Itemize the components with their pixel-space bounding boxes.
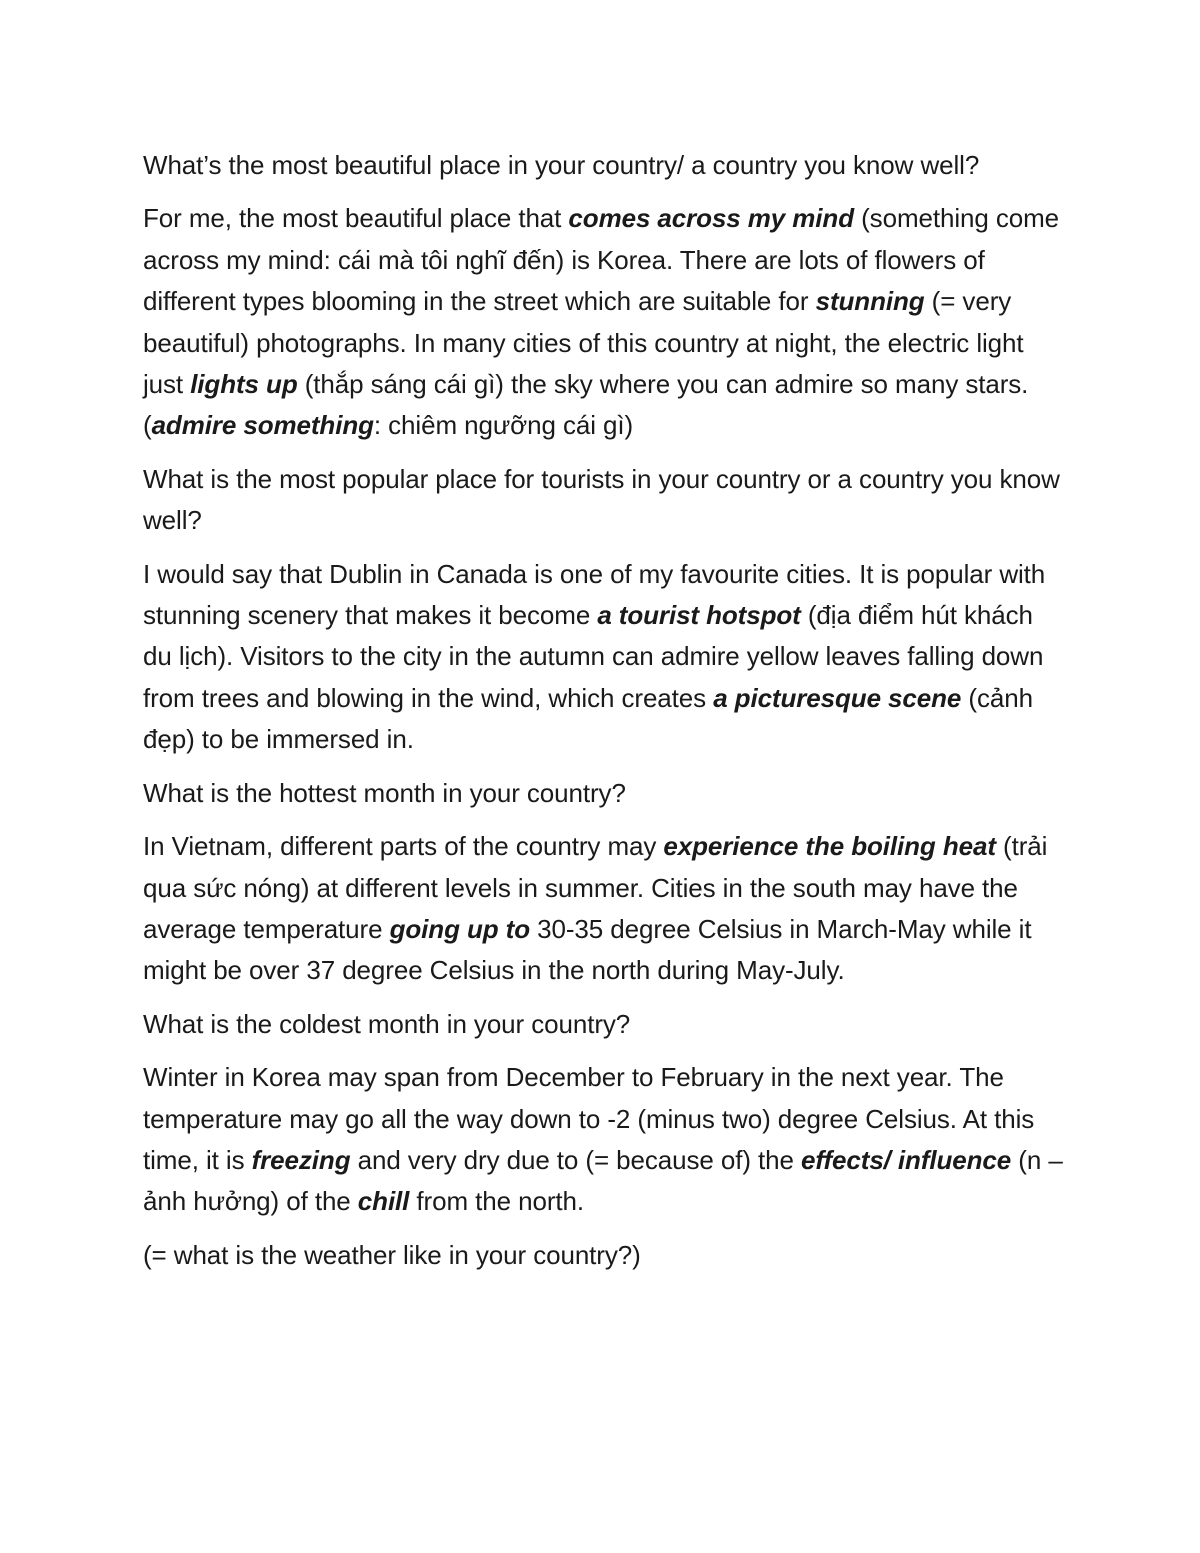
answer-popular-place: [143, 554, 1068, 761]
note-weather: [143, 1235, 1068, 1276]
vocabulary-term: experience the boiling heat: [663, 831, 996, 862]
paragraph-text: (n – ảnh hưởng) of the: [143, 1144, 1063, 1217]
paragraph-text: (thắp sáng cái gì) the sky where you can admire so many stars. (: [143, 369, 1029, 441]
vocabulary-term: comes across my mind: [568, 203, 854, 234]
document-page: [143, 145, 1068, 1288]
paragraph-text: In Vietnam, different parts of the country may: [143, 831, 664, 862]
paragraph-text: and very dry due to (= because of) the: [350, 1144, 802, 1175]
vocabulary-term: admire something: [151, 410, 374, 441]
paragraph-text: (địa điểm hút khách du lịch). Visitors to the city in the autumn can admire yellow leaves falling down from trees and blowing in the wind, which creates: [143, 600, 1044, 713]
paragraph-text: Winter in Korea may span from December to February in the next year. The temperature may go all the way down to -2 (minus two) degree Celsius. At this time, it is: [143, 1062, 1035, 1175]
vocabulary-term: effects/ influence: [801, 1144, 1012, 1175]
answer-coldest-month: [143, 1057, 1068, 1223]
paragraph-text: I would say that Dublin in Canada is one of my favourite cities. It is popular with stunning scenery that makes it become: [143, 558, 1046, 631]
paragraph-text: (something come across my mind: cái mà tôi nghĩ đến) is Korea. There are lots of flowers of different types blooming in the street which are suitable for: [143, 203, 1060, 317]
paragraph-text: (cảnh đẹp) to be immersed in.: [143, 682, 1033, 755]
paragraph-text: What is the coldest month in your country?: [143, 1008, 631, 1039]
paragraph-text: (= very beautiful) photographs. In many cities of this country at night, the electric light just: [143, 286, 1024, 400]
paragraph-text: (= what is the weather like in your country?): [143, 1239, 641, 1270]
answer-hottest-month: [143, 826, 1068, 992]
question-beautiful-place: [143, 145, 1068, 186]
vocabulary-term: freezing: [251, 1144, 351, 1175]
vocabulary-term: lights up: [190, 369, 298, 400]
vocabulary-term: a tourist hotspot: [597, 600, 801, 631]
question-coldest-month: [143, 1004, 1068, 1045]
paragraph-text: What’s the most beautiful place in your country/ a country you know well?: [143, 150, 980, 180]
vocabulary-term: a picturesque scene: [713, 682, 962, 713]
vocabulary-term: stunning: [815, 286, 925, 317]
question-hottest-month: [143, 773, 1068, 814]
paragraph-text: : chiêm ngưỡng cái gì): [373, 410, 634, 441]
paragraph-text: (trải qua sức nóng) at different levels in summer. Cities in the south may have the average temperature: [143, 831, 1048, 944]
paragraph-text: from the north.: [409, 1186, 585, 1217]
paragraph-text: What is the most popular place for tourists in your country or a country you know well?: [143, 463, 1060, 536]
paragraph-text: 30-35 degree Celsius in March-May while it might be over 37 degree Celsius in the north during May-July.: [143, 913, 1032, 986]
question-popular-place: [143, 459, 1068, 542]
vocabulary-term: chill: [357, 1186, 410, 1217]
vocabulary-term: going up to: [389, 913, 530, 944]
answer-beautiful-place: [143, 198, 1068, 446]
paragraph-text: For me, the most beautiful place that: [143, 203, 569, 234]
paragraph-text: What is the hottest month in your country?: [143, 777, 626, 808]
